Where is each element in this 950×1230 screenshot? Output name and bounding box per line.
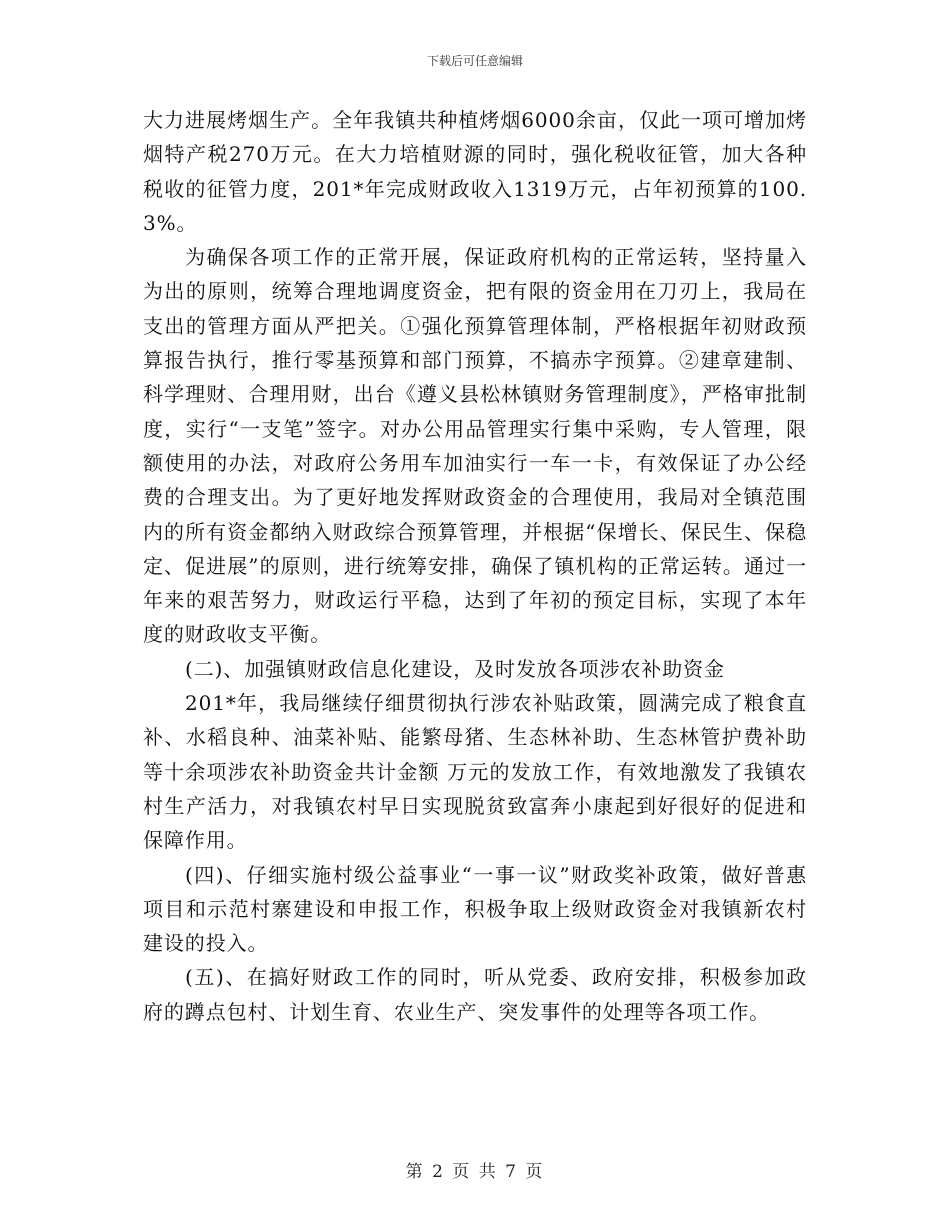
paragraph-tobacco-revenue: 大力进展烤烟生产。全年我镇共种植烤烟6000余亩，仅此一项可增加烤烟特产税270万元。在大力培植财源的同时，强化税收征管，加大各种税收的征管力度，201*年完成财政收入1319万元，占年初预算的100.3%。 xyxy=(143,108,807,235)
paragraph-section-5: (五)、在搞好财政工作的同时，听从党委、政府安排，积极参加政府的蹲点包村、计划生育、农业生产、突发事件的处理等各项工作。 xyxy=(143,965,807,1024)
paragraph-expenditure-management: 为确保各项工作的正常开展，保证政府机构的正常运转，坚持量入为出的原则，统筹合理地调度资金，把有限的资金用在刀刃上，我局在支出的管理方面从严把关。①强化预算管理体制，严格根据年初财政预算报告执行，推行零基预算和部门预算，不搞赤字预算。②建章建制、科学理财、合理用财，出台《遵义县松林镇财务管理制度》，严格审批制度，实行“一支笔”签字。对办公用品管理实行集中采购，专人管理，限额使用的办法，对政府公务用车加油实行一车一卡，有效保证了办公经费的合理支出。为了更好地发挥财政资金的合理使用，我局对全镇范围内的所有资金都纳入财政综合预算管理，并根据“保增长、保民生、保稳定、促进展”的原则，进行统筹安排，确保了镇机构的正常运转。通过一年来的艰苦努力，财政运行平稳，达到了年初的预定目标，实现了本年度的财政收支平衡。 xyxy=(143,245,807,647)
page-header: 下载后可任意编辑 xyxy=(426,54,523,68)
document-body xyxy=(143,103,807,1029)
paragraph-agricultural-subsidies: 201*年，我局继续仔细贯彻执行涉农补贴政策，圆满完成了粮食直补、水稻良种、油菜补贴、能繁母猪、生态林补助、生态林管护费补助等十余项涉农补助资金共计金额 万元的发放工作，有效地激发了我镇农村生产活力，对我镇农村早日实现脱贫致富奔小康起到好很好的促进和保障作用。 xyxy=(143,691,807,853)
heading-section-2: (二)、加强镇财政信息化建设，及时发放各项涉农补助资金 xyxy=(185,656,725,681)
paragraph-section-4: (四)、仔细实施村级公益事业“一事一议”财政奖补政策，做好普惠项目和示范村寨建设和申报工作，积极争取上级财政资金对我镇新农村建设的投入。 xyxy=(143,862,807,956)
page-number-footer: 第 2 页 共 7 页 xyxy=(405,1162,545,1182)
